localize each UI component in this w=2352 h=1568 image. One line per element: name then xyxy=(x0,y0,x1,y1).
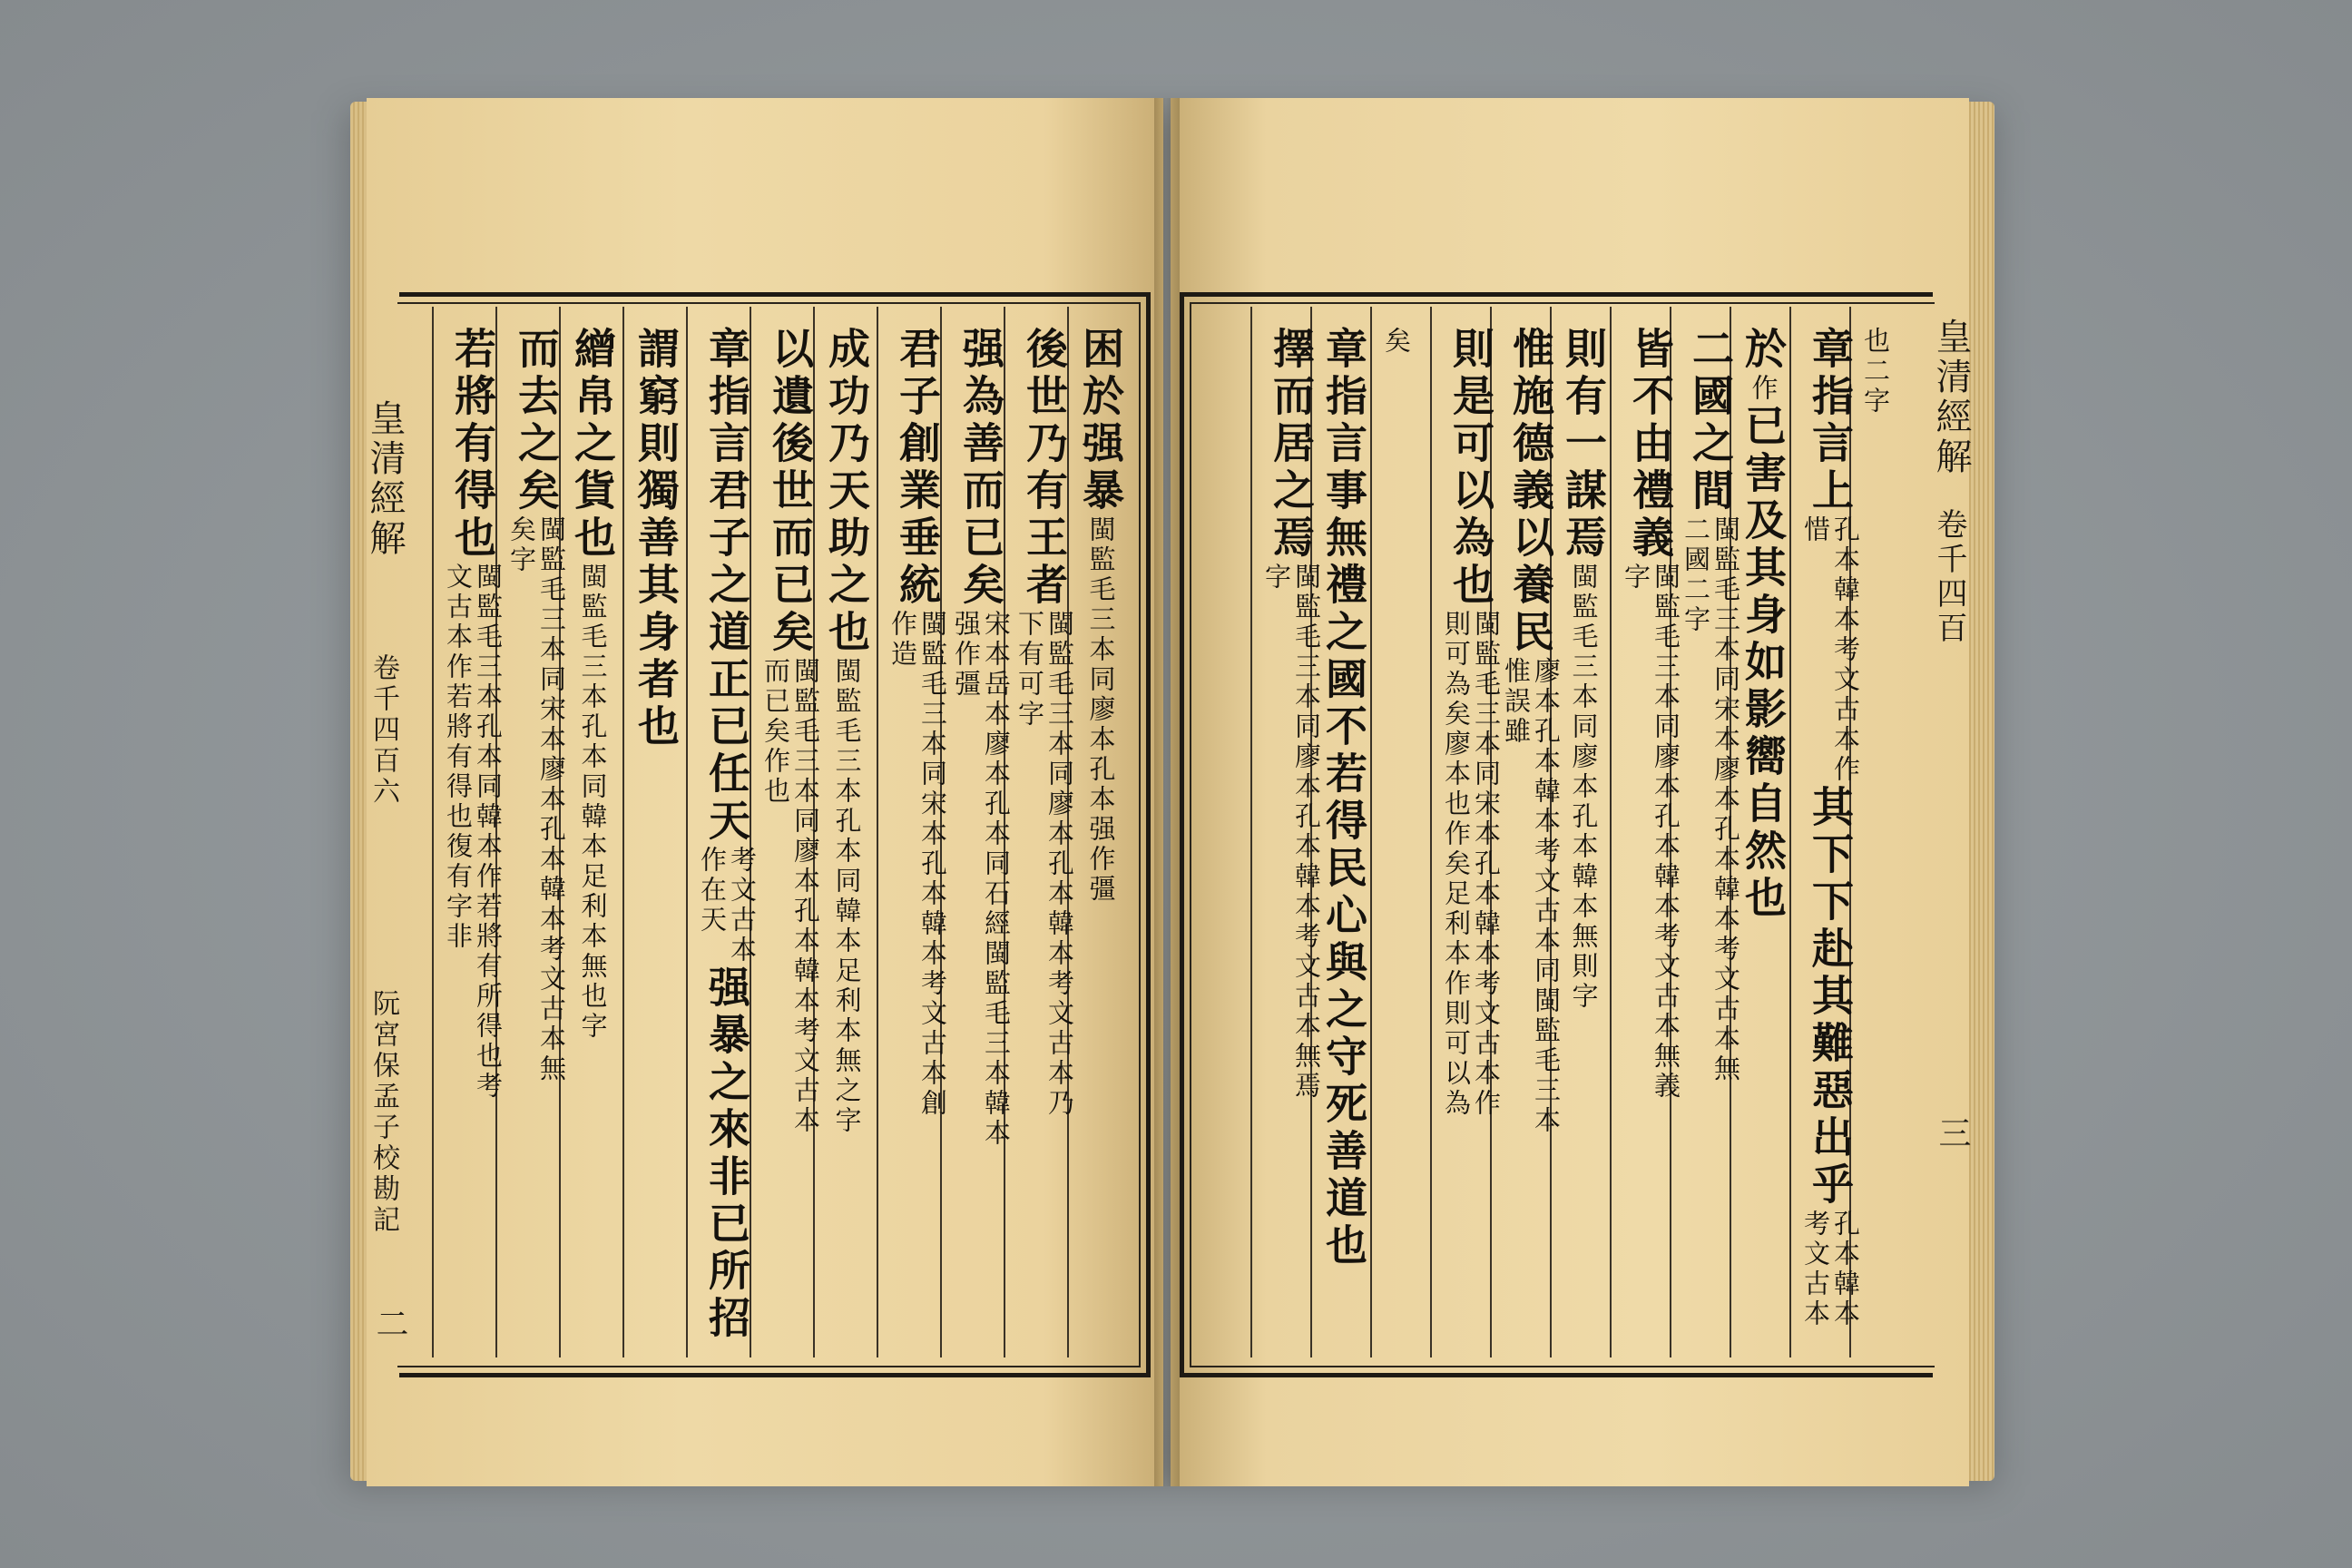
annotation-text: 惟誤雖 xyxy=(1501,657,1532,747)
annotation-text: 作在天 xyxy=(697,846,728,936)
text-column xyxy=(1319,327,1368,1270)
annotation-pair xyxy=(577,563,609,1042)
text-column xyxy=(443,327,504,1102)
annotation-pair xyxy=(1800,515,1861,785)
text-column xyxy=(632,327,681,751)
main-text: 擇而居之焉 xyxy=(1267,327,1316,563)
annotation-text: 二國二字 xyxy=(1681,515,1711,635)
annotation-text: 閩監毛三本同宋本廖本孔本韓本考文古本無 xyxy=(1710,515,1741,1084)
annotation-text: 文古本作若將有得也復有字非 xyxy=(443,563,474,952)
main-text: 章指言上 xyxy=(1806,327,1855,515)
text-column xyxy=(1622,327,1679,1102)
main-text: 二國之間 xyxy=(1686,327,1735,515)
annotation-text: 則可為矣廖本也作矣足利本作則可以為 xyxy=(1441,610,1472,1119)
main-text: 强暴之來非已所招 xyxy=(702,965,751,1343)
main-text: 君子創業垂統 xyxy=(893,327,942,610)
annotation-text: 惜 xyxy=(1800,515,1831,545)
main-text: 以遺後世而已矣 xyxy=(766,327,815,657)
main-text: 則有一謀焉 xyxy=(1559,327,1608,563)
column-rule xyxy=(686,307,688,1357)
text-column xyxy=(568,327,617,1042)
left-margin-volume: 卷千四百六 xyxy=(368,653,399,808)
annotation-text: 考文古本 xyxy=(1800,1210,1831,1329)
annotation-pair xyxy=(1016,610,1073,1119)
column-rule xyxy=(1430,307,1432,1357)
main-text: 而去之矣 xyxy=(512,327,561,515)
annotation-pair xyxy=(951,610,1012,1149)
main-text: 繒帛之貨也 xyxy=(568,327,617,563)
text-column xyxy=(1682,327,1739,1084)
annotation-pair xyxy=(1750,374,1777,404)
column-rule xyxy=(432,307,434,1357)
annotation-pair xyxy=(1441,610,1502,1119)
main-text: 於 xyxy=(1739,327,1788,374)
column-rule xyxy=(1789,307,1791,1357)
annotation-pair xyxy=(1261,563,1322,1102)
annotation-pair xyxy=(1568,563,1600,1012)
annotation-text: 矣 xyxy=(1381,327,1412,357)
annotation-text: 閩監毛三本孔本同韓本足利本無也字 xyxy=(577,563,609,1042)
text-column xyxy=(697,327,758,1343)
annotation-pair xyxy=(1085,515,1117,905)
main-text: 强為善而已矣 xyxy=(956,327,1005,610)
annotation-text: 孔本韓本考文古本作 xyxy=(1830,515,1861,785)
annotation-text: 宋本岳本廖本孔本同石經閩監毛三本韓本 xyxy=(981,610,1012,1149)
column-rule xyxy=(1610,307,1612,1357)
left-margin-author: 阮宮保孟子校勘記 xyxy=(368,989,399,1236)
main-text: 章指言君子之道正已任天 xyxy=(702,327,751,846)
annotation-text: 閩監毛三本同廖本孔本韓本考文古本 xyxy=(790,657,821,1136)
annotation-text: 閩監毛三本同廖本孔本韓本無則字 xyxy=(1568,563,1600,1012)
main-text: 若將有得也 xyxy=(448,327,497,563)
text-column xyxy=(822,327,871,1136)
text-column xyxy=(1016,327,1073,1119)
annotation-text: 作造 xyxy=(887,610,918,670)
text-column xyxy=(1076,327,1125,905)
annotation-pair xyxy=(1501,657,1562,1136)
text-column xyxy=(951,327,1012,1149)
annotation-text: 而已矣作也 xyxy=(760,657,791,807)
main-text: 則是可以為也 xyxy=(1446,327,1495,610)
annotation-text: 也二字 xyxy=(1860,327,1891,416)
main-text: 章指言事無禮之國不若得民心與之守死善道也 xyxy=(1319,327,1368,1270)
column-rule xyxy=(877,307,878,1357)
annotation-pair xyxy=(1622,563,1679,1102)
annotation-text: 閩監毛三本同廖本孔本强作彊 xyxy=(1085,515,1117,905)
annotation-pair xyxy=(889,610,946,1119)
annotation-text: 閩監毛三本同宋本孔本韓本考文古本創 xyxy=(917,610,948,1119)
annotation-pair xyxy=(1800,1210,1861,1329)
book-gutter xyxy=(1154,98,1180,1486)
text-column xyxy=(1559,327,1608,1012)
annotation-text: 孔本韓本 xyxy=(1830,1210,1861,1329)
right-margin-volume: 卷千四百 xyxy=(1931,508,1967,646)
annotation-text: 考文古本 xyxy=(727,846,758,965)
main-text: 謂窮則獨善其身者也 xyxy=(632,327,681,751)
annotation-text: 閩監毛三本同宋本廖本孔本韓本考文古本無 xyxy=(536,515,567,1084)
annotation-text: 强作彊 xyxy=(951,610,982,700)
main-text: 後世乃有王者 xyxy=(1020,327,1069,610)
main-text: 成功乃天助之也 xyxy=(822,327,871,657)
annotation-text: 閩監毛三本同廖本孔本韓本考文古本無焉 xyxy=(1291,563,1322,1102)
annotation-text: 閩監毛三本同宋本孔本韓本考文古本作 xyxy=(1471,610,1502,1119)
text-column xyxy=(1501,327,1562,1136)
main-text: 皆不由禮義 xyxy=(1626,327,1675,563)
annotation-pair xyxy=(1381,327,1412,357)
annotation-text: 閩監毛三本同廖本孔本韓本考文古本無義 xyxy=(1651,563,1681,1102)
annotation-text: 閩監毛三本孔本同韓本足利本無之字 xyxy=(831,657,863,1136)
text-column xyxy=(1441,327,1502,1119)
annotation-pair xyxy=(697,846,758,965)
annotation-text: 下有可字 xyxy=(1014,610,1045,730)
column-rule xyxy=(1370,307,1372,1357)
left-page-number: 二 xyxy=(371,1307,408,1339)
annotation-pair xyxy=(1682,515,1739,1084)
annotation-text: 閩監毛三本孔本同韓本作若將有所得也考 xyxy=(473,563,504,1102)
annotation-text: 作 xyxy=(1748,374,1779,404)
annotation-text: 閩監毛三本同廖本孔本韓本考文古本乃 xyxy=(1044,610,1075,1119)
text-column xyxy=(1800,327,1861,1329)
annotation-text: 廖本孔本韓本考文古本同閩監毛三本 xyxy=(1531,657,1562,1136)
annotation-pair xyxy=(760,657,821,1136)
annotation-text: 矣字 xyxy=(506,515,537,575)
annotation-pair xyxy=(1860,327,1891,416)
text-column xyxy=(760,327,821,1136)
column-rule xyxy=(1250,307,1252,1357)
column-rule xyxy=(622,307,624,1357)
right-margin-title: 皇清經解 xyxy=(1930,318,1972,477)
annotation-pair xyxy=(443,563,504,1102)
text-column xyxy=(506,327,567,1084)
annotation-pair xyxy=(831,657,863,1136)
right-page-number: 三 xyxy=(1934,1116,1971,1149)
main-text: 其下下赴其難惡出乎 xyxy=(1806,785,1855,1210)
annotation-text: 字 xyxy=(1261,563,1292,593)
text-column xyxy=(889,327,946,1119)
text-column xyxy=(1381,327,1412,357)
text-column xyxy=(1860,327,1891,416)
main-text: 困於强暴 xyxy=(1076,327,1125,515)
main-text: 惟施德義以養民 xyxy=(1506,327,1555,657)
main-text: 已害及其身如影嚮自然也 xyxy=(1739,404,1788,923)
annotation-text: 字 xyxy=(1621,563,1651,593)
text-column xyxy=(1261,327,1322,1102)
left-margin-title: 皇清經解 xyxy=(364,399,406,559)
annotation-pair xyxy=(506,515,567,1084)
text-column xyxy=(1739,327,1788,923)
